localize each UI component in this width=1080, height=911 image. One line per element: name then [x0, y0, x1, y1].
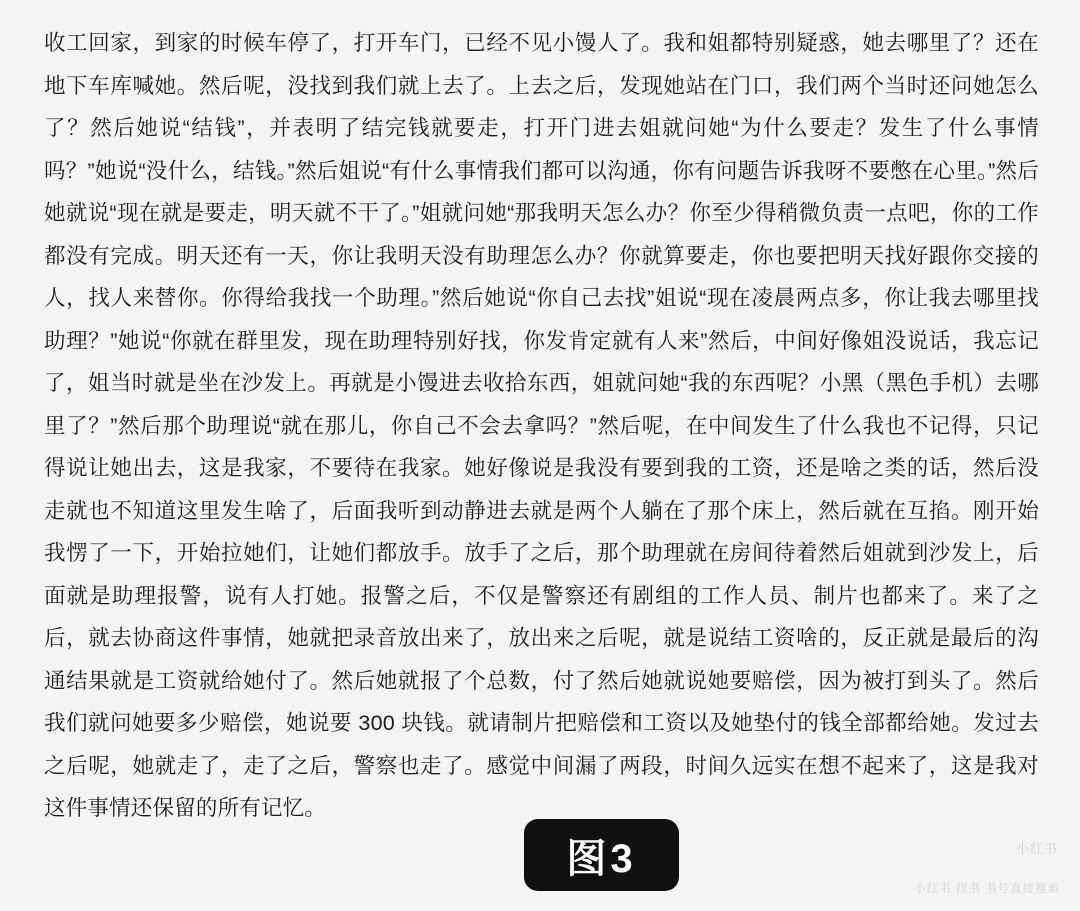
- watermark-text: 小红书 找书 书号直接搜索: [914, 883, 1060, 895]
- watermark-logo: 小红书: [1015, 841, 1058, 856]
- figure-label-badge: 图3: [524, 819, 679, 891]
- document-body-text: 收工回家，到家的时候车停了，打开车门，已经不见小馒人了。我和姐都特别疑惑，她去哪里了？还在地下车库喊她。然后呢，没找到我们就上去了。上去之后，发现她站在门口，我们两个当时还问她怎么了？然后她说“结钱”，并表明了结完钱就要走，打开门进去姐就问她“为什么要走？发生了什么事情吗？”她说“没什么，结钱。”然后姐说“有什么事情我们都可以沟通，你有问题告诉我呀不要憋在心里。”然后她就说“现在就是要走，明天就不干了。”姐就问她“那我明天怎么办？你至少得稍微负责一点吧，你的工作都没有完成。明天还有一天，你让我明天没有助理怎么办？你就算要走，你也要把明天找好跟你交接的人，找人来替你。你得给我找一个助理。”然后她说“你自己去找”姐说“现在凌晨两点多，你让我去哪里找助理？”她说“你就在群里发，现在助理特别好找，你发肯定就有人来”然后，中间好像姐没说话，我忘记了，姐当时就是坐在沙发上。再就是小馒进去收拾东西，姐就问她“我的东西呢？小黑（黑色手机）去哪里了？”然后那个助理说“就在那儿，你自己不会去拿吗？”然后呢，在中间发生了什么我也不记得，只记得说让她出去，这是我家，不要待在我家。她好像说是我没有要到我的工资，还是啥之类的话，然后没走就也不知道这里发生啥了，后面我听到动静进去就是两个人躺在了那个床上，然后就在互掐。刚开始我愣了一下，开始拉她们，让她们都放手。放手了之后，那个助理就在房间待着然后姐就到沙发上，后面就是助理报警，说有人打她。报警之后，不仅是警察还有剧组的工作人员、制片也都来了。来了之后，就去协商这件事情，她就把录音放出来了，放出来之后呢，就是说结工资啥的，反正就是最后的沟通结果就是工资就给她付了。然后她就报了个总数，付了然后她就说她要赔偿，因为被打到头了。然后我们就问她要多少赔偿，她说要 300 块钱。就请制片把赔偿和工资以及她垫付的钱全部都给她。发过去之后呢，她就走了，走了之后，警察也走了。感觉中间漏了两段，时间久远实在想不起来了，这是我对这件事情还保留的所有记忆。: [44, 31, 1039, 820]
